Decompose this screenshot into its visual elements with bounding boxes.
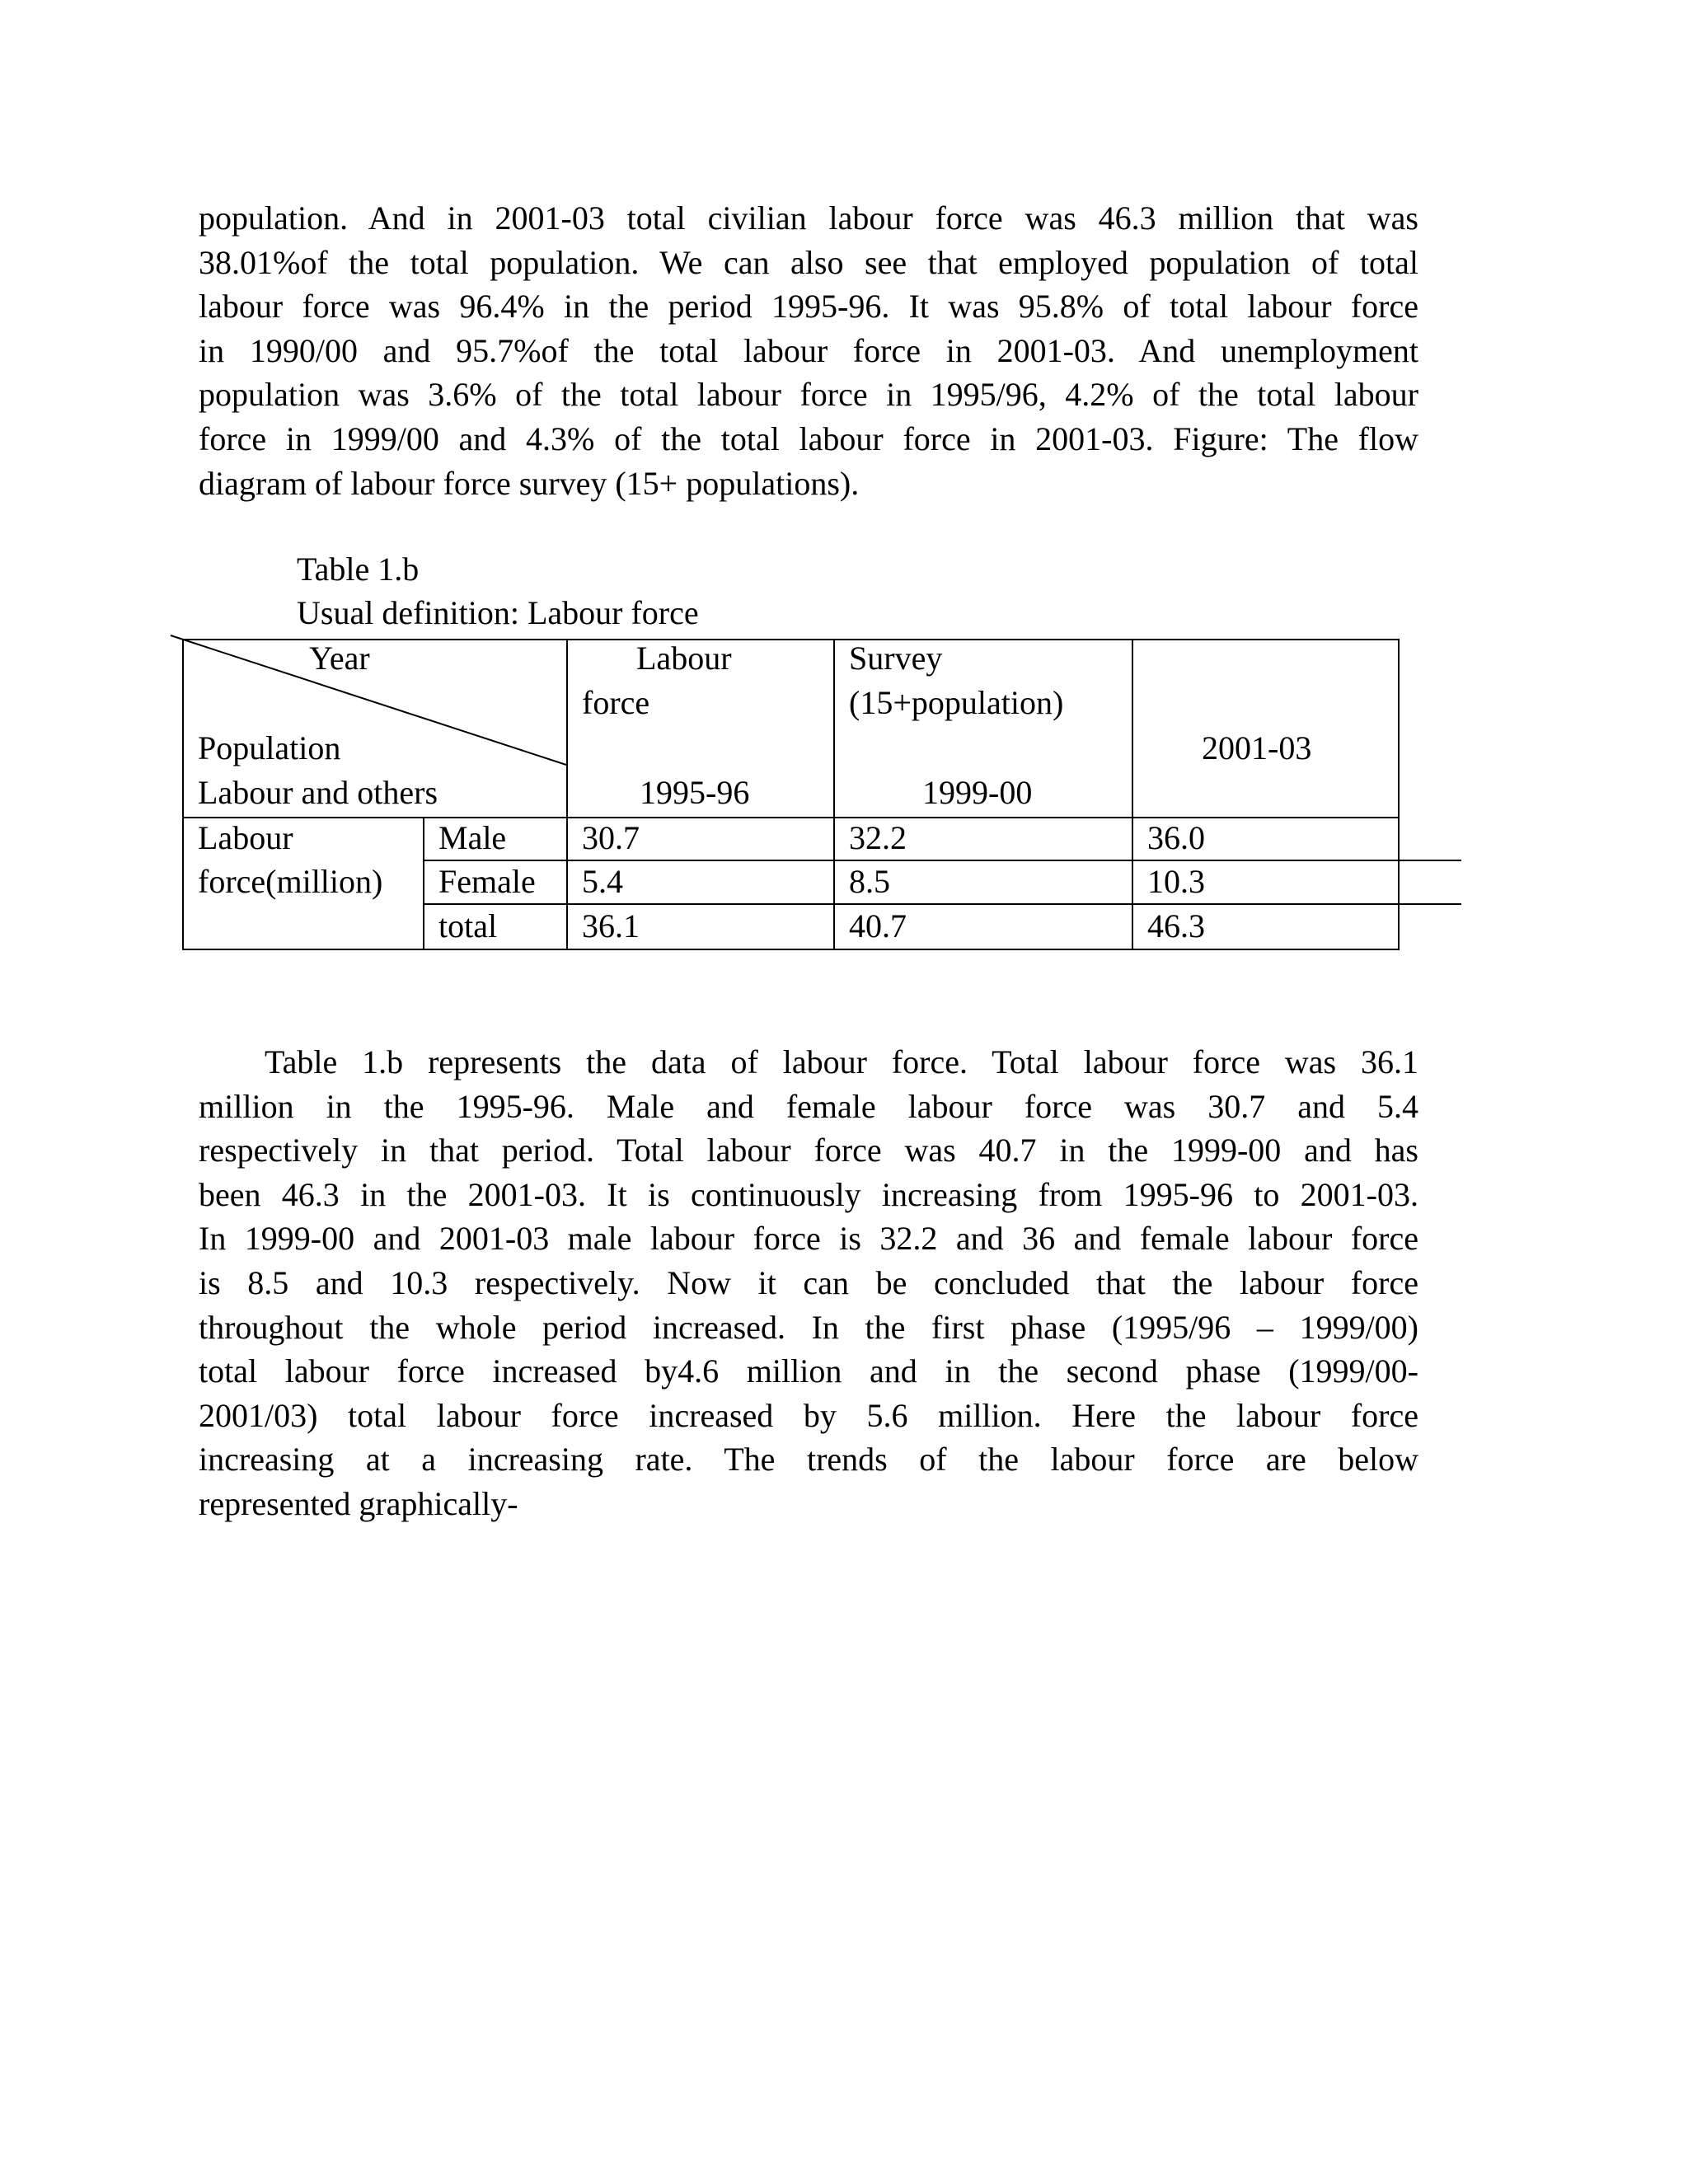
table-row-divider (423, 860, 1461, 861)
text-line: 2001/03) total labour force increased by 5.6 million. Here the labour force (199, 1396, 1418, 1434)
header-year: Year (309, 640, 370, 677)
table-cell: 30.7 (582, 819, 640, 856)
table-border-left (182, 639, 184, 950)
table-cell: 8.5 (849, 863, 890, 900)
table-col-divider (423, 817, 424, 950)
table-cell: 36.0 (1147, 819, 1205, 856)
row-group-label: force(million) (198, 863, 383, 900)
text-line: labour force was 96.4% in the period 1995-96. It was 95.8% of total labour force (199, 288, 1418, 326)
table-border-bottom (182, 949, 1400, 950)
header-col2-mid: (15+population) (849, 684, 1064, 721)
text-line: throughout the whole period increased. In the first phase (1995/96 – 1999/00) (199, 1308, 1418, 1346)
table-cell: 36.1 (582, 907, 640, 944)
header-col1-mid: force (582, 684, 650, 721)
text-line: in 1990/00 and 95.7%of the total labour force in 2001-03. And unemployment (199, 331, 1418, 369)
text-line: million in the 1995-96. Male and female labour force was 30.7 and 5.4 (199, 1087, 1418, 1125)
text-line: In 1999-00 and 2001-03 male labour force is 32.2 and 36 and female labour force (199, 1220, 1418, 1258)
table-cell: 46.3 (1147, 907, 1205, 944)
table-subtitle: Usual definition: Labour force (297, 594, 699, 631)
header-col3-year: 2001-03 (1202, 729, 1312, 766)
row-label-male: Male (438, 819, 507, 856)
text-line: Table 1.b represents the data of labour force. Total labour force was 36.1 (265, 1043, 1418, 1080)
table-col-divider (833, 639, 835, 950)
row-label-total: total (438, 907, 498, 944)
table-cell: 40.7 (849, 907, 907, 944)
table-caption: Table 1.b (297, 551, 420, 588)
text-line: total labour force increased by4.6 million and in the second phase (1999/00- (199, 1352, 1418, 1390)
header-col1-top: Labour (636, 640, 732, 677)
text-line: represented graphically- (199, 1484, 518, 1522)
table-col-divider (1132, 639, 1133, 950)
header-col2-top: Survey (849, 640, 943, 677)
header-col1-year: 1995-96 (640, 774, 750, 811)
analysis-paragraph (199, 1040, 1418, 1526)
header-labour-and-others: Labour and others (198, 774, 438, 811)
text-line: increasing at a increasing rate. The trends of the labour force are below (199, 1441, 1418, 1479)
table-col-divider (566, 639, 568, 950)
table-row-divider (423, 903, 1461, 905)
table-cell: 5.4 (582, 863, 623, 900)
text-line: diagram of labour force survey (15+ populations). (199, 464, 860, 502)
text-line: population. And in 2001-03 total civilian labour force was 46.3 million that was (199, 199, 1418, 237)
text-line: is 8.5 and 10.3 respectively. Now it can be concluded that the labour force (199, 1263, 1418, 1301)
text-line: 38.01%of the total population. We can also see that employed population of total (199, 243, 1418, 281)
row-group-label: Labour (198, 819, 293, 856)
header-population: Population (198, 729, 341, 766)
text-line: respectively in that period. Total labour force was 40.7 in the 1999-00 and has (199, 1132, 1418, 1169)
header-col2-year: 1999-00 (922, 774, 1033, 811)
table-border-right (1398, 639, 1400, 950)
row-label-female: Female (438, 863, 536, 900)
text-line: been 46.3 in the 2001-03. It is continuously increasing from 1995-96 to 2001-03. (199, 1175, 1418, 1213)
table-cell: 32.2 (849, 819, 907, 856)
text-line: force in 1999/00 and 4.3% of the total labour force in 2001-03. Figure: The flow (199, 419, 1418, 457)
table-cell: 10.3 (1147, 863, 1205, 900)
table-row-divider (182, 817, 1400, 818)
text-line: population was 3.6% of the total labour force in 1995/96, 4.2% of the total labour (199, 376, 1418, 414)
